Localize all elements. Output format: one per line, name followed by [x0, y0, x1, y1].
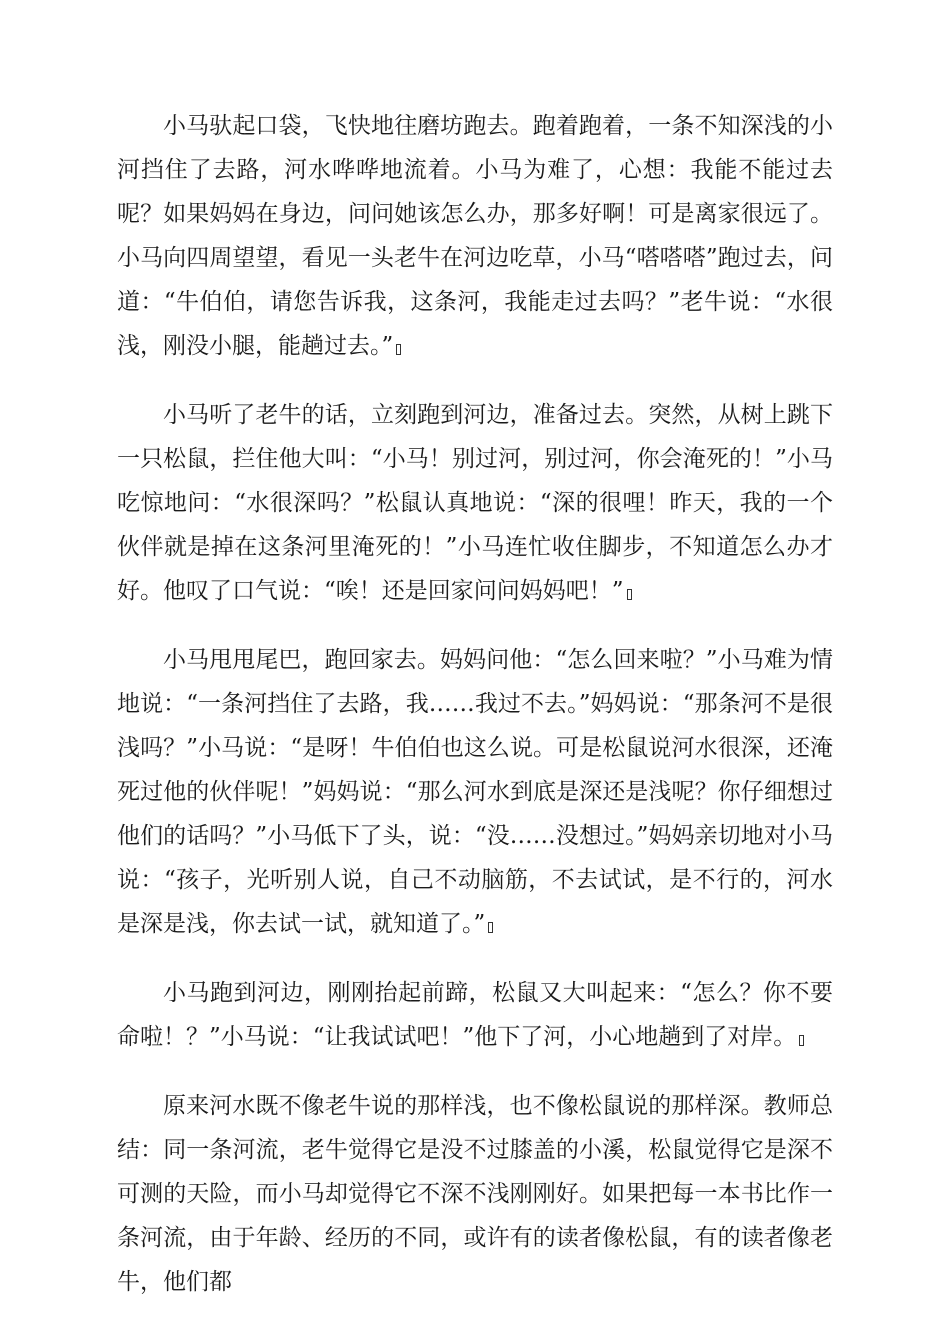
- paragraph-1-text: 小马驮起口袋，飞快地往磨坊跑去。跑着跑着，一条不知深浅的小河挡住了去路，河水哗哗地流着。小马为难了，心想：我能不能过去呢？如果妈妈在身边，问问她该怎么办，那多好啊！可是离家很远了。小马向四周望望，看见一头老牛在河边吃草，小马“嗒嗒嗒”跑过去，问道：“牛伯伯，请您告诉我，这条河，我能走过去吗？”老牛说：“水很浅，刚没小腿，能趟过去。”: [117, 113, 833, 359]
- paragraph-1: [117, 104, 833, 368]
- paragraph-3-text: 小马甩甩尾巴，跑回家去。妈妈问他：“怎么回来啦？”小马难为情地说：“一条河挡住了去路，我……我过不去。”妈妈说：“那条河不是很浅吗？”小马说：“是呀！牛伯伯也这么说。可是松鼠说河水很深，还淹死过他的伙伴呢！”妈妈说：“那么河水到底是深还是浅呢？你仔细想过他们的话吗？”小马低下了头，说：“没……没想过。”妈妈亲切地对小马说：“孩子，光听别人说，自己不动脑筋，不去试试，是不行的，河水是深是浅，你去试一试，就知道了。”: [117, 647, 833, 937]
- paragraph-mark-icon: [627, 589, 632, 600]
- paragraph-mark-icon: [799, 1035, 804, 1046]
- paragraph-5: [117, 1084, 833, 1304]
- paragraph-mark-icon: [396, 344, 401, 355]
- paragraph-2-text: 小马听了老牛的话，立刻跑到河边，准备过去。突然，从树上跳下一只松鼠，拦住他大叫：“小马！别过河，别过河，你会淹死的！”小马吃惊地问：“水很深吗？”松鼠认真地说：“深的很哩！昨天，我的一个伙伴就是掉在这条河里淹死的！”小马连忙收住脚步，不知道怎么办才好。他叹了口气说：“唉！还是回家问问妈妈吧！”: [117, 402, 833, 604]
- paragraph-4-text: 小马跑到河边，刚刚抬起前蹄，松鼠又大叫起来：“怎么？你不要命啦！？”小马说：“让我试试吧！”他下了河，小心地趟到了对岸。: [117, 980, 833, 1050]
- paragraph-3: [117, 638, 833, 946]
- paragraph-4: [117, 971, 833, 1059]
- paragraph-5-text: 原来河水既不像老牛说的那样浅，也不像松鼠说的那样深。教师总结：同一条河流，老牛觉得它是没不过膝盖的小溪，松鼠觉得它是深不可测的天险，而小马却觉得它不深不浅刚刚好。如果把每一本书比作一条河流，由于年龄、经历的不同，或许有的读者像松鼠，有的读者像老牛，他们都: [117, 1093, 833, 1295]
- paragraph-mark-icon: [488, 922, 493, 933]
- paragraph-2: [117, 393, 833, 613]
- document-body: [117, 104, 833, 1329]
